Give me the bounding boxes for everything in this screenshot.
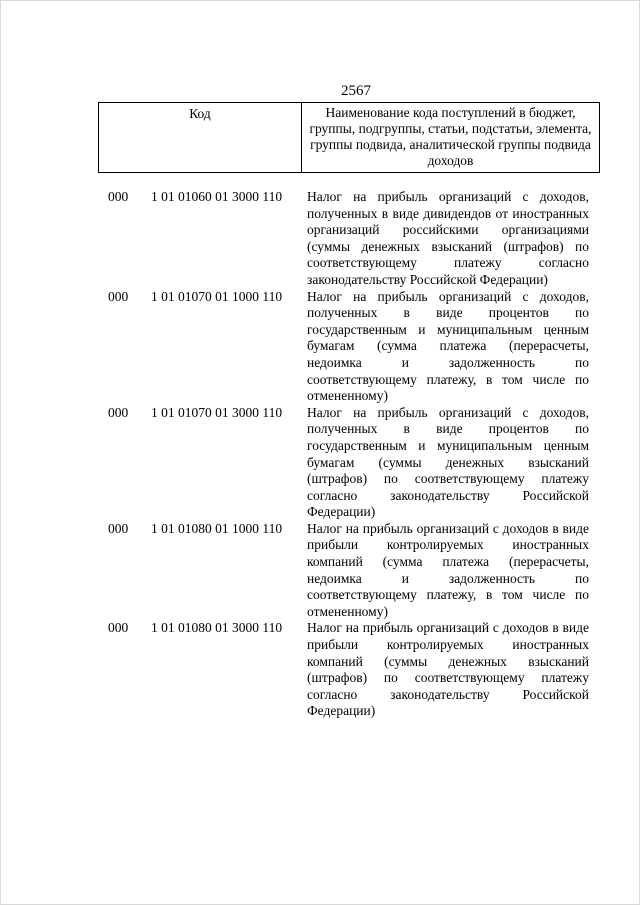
row-income-code: 1 01 01070 01 3000 110 (151, 404, 283, 420)
row-admin-code: 000 (108, 189, 129, 204)
row-income-name: Налог на прибыль организаций с доходов в виде прибыли контролируемых иностранных компаний (суммы денежных взысканий (штрафов) по соответствующему платежу согласно законодательству Российской Федерации) (307, 620, 589, 719)
table-row (1, 405, 640, 521)
table-header (98, 102, 600, 173)
header-code-label: Код (99, 103, 302, 172)
row-income-code: 1 01 01080 01 3000 110 (151, 620, 283, 636)
row-admin-code: 000 (108, 288, 129, 304)
row-income-code: 1 01 01060 01 3000 110 (151, 189, 283, 204)
row-income-code: 1 01 01070 01 1000 110 (151, 288, 283, 304)
table-body (1, 189, 640, 720)
row-income-name: Налог на прибыль организаций с доходов, полученных в виде процентов по государственным и муниципальным ценным бумагам (сумма платежа (перерасчеты, недоимка и задолженность по соответствующему платежу, в том числе по отмененному) (307, 288, 589, 404)
page-number: 2567 (341, 83, 371, 99)
row-income-name: Налог на прибыль организаций с доходов в виде прибыли контролируемых иностранных компаний (сумма платежа (перерасчеты, недоимка и задолженность по соответствующему платежу, в том числе по отмененному) (307, 520, 589, 619)
table-row (1, 189, 640, 289)
row-income-name: Налог на прибыль организаций с доходов, полученных в виде процентов по государственным и муниципальным ценным бумагам (суммы денежных взысканий (штрафов) по соответствующему платежу согласно законодательству Российской Федерации) (307, 404, 589, 520)
table-row (1, 289, 640, 405)
header-name-label: Наименование кода поступлений в бюджет, группы, подгруппы, статьи, подстатьи, элемента, группы подвида, аналитической группы подвида доходов (309, 105, 592, 168)
table-row (1, 521, 640, 621)
row-admin-code: 000 (108, 404, 129, 420)
table-row (1, 620, 640, 720)
row-admin-code: 000 (108, 620, 129, 636)
row-income-name: Налог на прибыль организаций с доходов, полученных в виде дивидендов от иностранных организаций российскими организациями (суммы денежных взысканий (штрафов) по соответствующему платежу согласно законодательству Российской Федерации) (307, 189, 589, 287)
row-income-code: 1 01 01080 01 1000 110 (151, 520, 283, 536)
row-admin-code: 000 (108, 520, 129, 536)
